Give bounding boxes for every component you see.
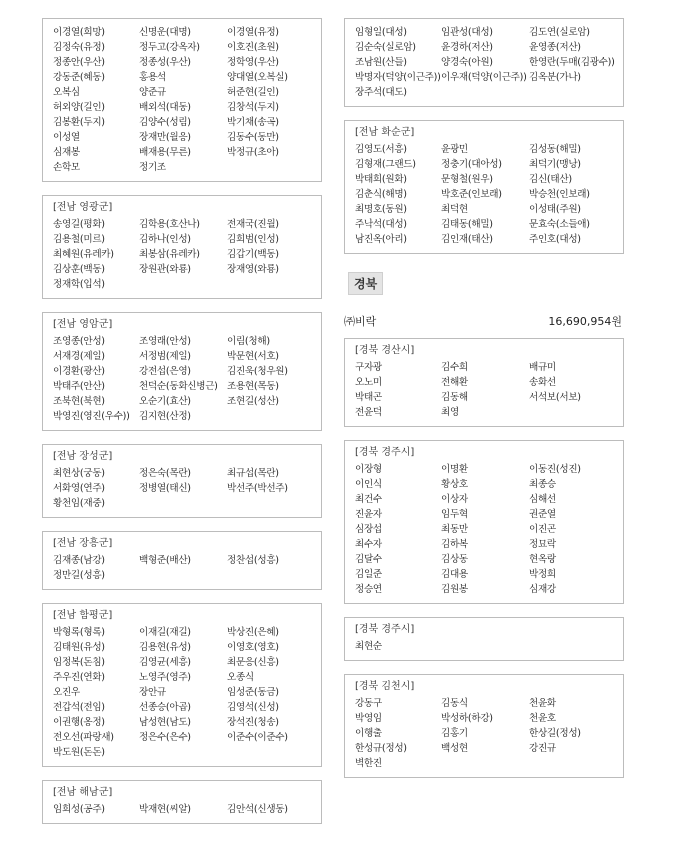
donor-name: 이경열(희망) bbox=[53, 27, 105, 38]
donor-name: 김태원(유성) bbox=[53, 642, 105, 653]
donor-box-title: [전남 화순군] bbox=[355, 127, 415, 138]
donor-name: 배규미 bbox=[529, 362, 556, 373]
donor-name: 이림(청해) bbox=[227, 336, 270, 347]
donor-box bbox=[42, 195, 322, 299]
donor-name: 정찬섭(성흥) bbox=[227, 555, 279, 566]
donor-name: 조영종(안성) bbox=[53, 336, 105, 347]
donor-name: 조남원(산들) bbox=[355, 57, 407, 68]
donor-name: 이성열 bbox=[53, 132, 80, 143]
donor-name: 선종승(아곱) bbox=[139, 702, 191, 713]
donor-name: 박승천(인보래) bbox=[529, 189, 590, 200]
donor-name: 김달수 bbox=[355, 554, 382, 565]
donor-name: 정종안(우산) bbox=[53, 57, 105, 68]
donor-name: 심재봉 bbox=[53, 147, 80, 158]
donor-name: 정병열(태신) bbox=[139, 483, 191, 494]
donor-name: 김원봉 bbox=[441, 584, 468, 595]
donor-name: 김봉환(두지) bbox=[53, 117, 105, 128]
donor-name: 이우재(덕양(이근주)) bbox=[441, 72, 527, 83]
donor-box bbox=[42, 444, 322, 518]
donor-name: 박형록(형록) bbox=[53, 627, 105, 638]
donor-name: 진윤자 bbox=[355, 509, 382, 520]
donor-name: 김순숙(실로암) bbox=[355, 42, 416, 53]
donor-name: 박문현(서호) bbox=[227, 351, 279, 362]
company-donation-row bbox=[344, 313, 624, 329]
donor-name: 서정범(제일) bbox=[139, 351, 191, 362]
donor-name: 심재강 bbox=[529, 584, 556, 595]
donor-name: 임정복(돈침) bbox=[53, 657, 105, 668]
donor-name: 백성현 bbox=[441, 743, 468, 754]
donor-name: 박선주(박선주) bbox=[227, 483, 288, 494]
donor-name-grid bbox=[53, 25, 313, 175]
donor-box bbox=[42, 780, 322, 824]
donor-name: 박정규(초아) bbox=[227, 147, 279, 158]
donor-name: 서석보(서보) bbox=[529, 392, 581, 403]
donor-box-title: [경북 경산시] bbox=[355, 345, 415, 356]
donor-name-grid bbox=[355, 462, 615, 597]
donor-name: 이영호(영호) bbox=[227, 642, 279, 653]
donor-name: 권준열 bbox=[529, 509, 556, 520]
donor-name: 정충기(대아성) bbox=[441, 159, 502, 170]
donor-name: 김정숙(유정) bbox=[53, 42, 105, 53]
donor-name-grid bbox=[53, 334, 313, 424]
donor-name: 이행출 bbox=[355, 728, 382, 739]
donor-name: 임관성(대성) bbox=[441, 27, 493, 38]
donor-name: 김동수(동만) bbox=[227, 132, 279, 143]
donor-name-grid bbox=[355, 696, 615, 771]
donor-name: 김희범(인성) bbox=[227, 234, 279, 245]
donor-name: 김수희 bbox=[441, 362, 468, 373]
donor-box-title: [전남 함평군] bbox=[53, 610, 113, 621]
donor-name: 이준수(이준수) bbox=[227, 732, 288, 743]
donor-name: 김영균(세흥) bbox=[139, 657, 191, 668]
donor-name: 정묘락 bbox=[529, 539, 556, 550]
donor-name: 양대열(오복실) bbox=[227, 72, 288, 83]
donor-name: 윤경하(저산) bbox=[441, 42, 493, 53]
donor-name: 전오선(파랑새) bbox=[53, 732, 114, 743]
donor-name: 박호준(인보래) bbox=[441, 189, 502, 200]
donor-name-grid bbox=[53, 625, 313, 760]
donor-name: 한상길(정성) bbox=[529, 728, 581, 739]
donor-name: 정만길(성흥) bbox=[53, 570, 105, 581]
donor-name: 박기채(송곡) bbox=[227, 117, 279, 128]
donor-box bbox=[344, 18, 624, 107]
donor-name: 양경숙(아원) bbox=[441, 57, 493, 68]
donor-name: 최덕현 bbox=[441, 204, 468, 215]
donor-name: 김신(태산) bbox=[529, 174, 572, 185]
donor-name: 황상호 bbox=[441, 479, 468, 490]
donor-name: 김동해 bbox=[441, 392, 468, 403]
donor-name: 배외석(대동) bbox=[139, 102, 191, 113]
donor-name: 이성태(주원) bbox=[529, 204, 581, 215]
donor-box-title: [전남 영광군] bbox=[53, 202, 113, 213]
donor-name-grid bbox=[355, 25, 615, 100]
donor-name: 최혜원(유레카) bbox=[53, 249, 114, 260]
donor-name: 조용현(목동) bbox=[227, 381, 279, 392]
donor-name: 최현순 bbox=[355, 641, 382, 652]
donor-box-title: [경북 김천시] bbox=[355, 681, 415, 692]
donor-box bbox=[42, 312, 322, 431]
donor-name: 김옥분(가나) bbox=[529, 72, 581, 83]
donor-name: 심해선 bbox=[529, 494, 556, 505]
donor-name: 천덕순(동화신병근) bbox=[139, 381, 218, 392]
donor-name: 남진옥(아리) bbox=[355, 234, 407, 245]
donor-box-title: [경북 경주시] bbox=[355, 624, 415, 635]
donor-name: 주낙석(대성) bbox=[355, 219, 407, 230]
donor-box bbox=[344, 674, 624, 778]
donor-name: 김지현(산정) bbox=[139, 411, 191, 422]
donor-name: 정은수(은수) bbox=[139, 732, 191, 743]
donor-name-grid bbox=[53, 802, 313, 817]
donor-name: 장안규 bbox=[139, 687, 166, 698]
donor-name: 김도연(실로암) bbox=[529, 27, 590, 38]
donor-name: 김양수(성림) bbox=[139, 117, 191, 128]
left-column bbox=[42, 18, 322, 837]
donor-name-grid bbox=[355, 360, 615, 420]
donor-box bbox=[344, 440, 624, 604]
donor-box bbox=[42, 531, 322, 590]
donor-name: 박도원(돈돈) bbox=[53, 747, 105, 758]
donor-name-grid bbox=[53, 553, 313, 583]
donor-name: 이동진(성진) bbox=[529, 464, 581, 475]
donor-name: 김용현(유성) bbox=[139, 642, 191, 653]
donor-name: 최명호(동원) bbox=[355, 204, 407, 215]
donor-name: 정재학(입석) bbox=[53, 279, 105, 290]
donor-name: 정기조 bbox=[139, 162, 166, 173]
donor-name: 강동준(혜동) bbox=[53, 72, 105, 83]
donor-name: 심장섭 bbox=[355, 524, 382, 535]
donor-name: 서재경(제일) bbox=[53, 351, 105, 362]
donor-name: 주우진(연화) bbox=[53, 672, 105, 683]
donor-name: 천윤화 bbox=[529, 698, 556, 709]
donor-name: 임희성(공주) bbox=[53, 804, 105, 815]
donor-name: 김학용(호산나) bbox=[139, 219, 200, 230]
donor-box bbox=[344, 617, 624, 661]
donor-name: 임두혁 bbox=[441, 509, 468, 520]
donor-name: 김창석(두지) bbox=[227, 102, 279, 113]
donor-name: 김하나(인성) bbox=[139, 234, 191, 245]
donor-box bbox=[344, 120, 624, 254]
donor-name: 전갑석(전임) bbox=[53, 702, 105, 713]
donor-box-title: [전남 장흥군] bbox=[53, 538, 113, 549]
donor-box-title: [전남 영암군] bbox=[53, 319, 113, 330]
donor-name: 조영래(안성) bbox=[139, 336, 191, 347]
donor-name: 구자광 bbox=[355, 362, 382, 373]
donor-name: 황천임(재중) bbox=[53, 498, 105, 509]
company-name: ㈜비락 bbox=[344, 315, 377, 328]
donor-name: 천윤호 bbox=[529, 713, 556, 724]
donor-name: 남성현(남도) bbox=[139, 717, 191, 728]
donor-name: 김상동 bbox=[441, 554, 468, 565]
donor-name: 정은숙(목란) bbox=[139, 468, 191, 479]
donor-name-grid bbox=[355, 142, 615, 247]
donor-name: 손학모 bbox=[53, 162, 80, 173]
donor-name: 이호진(초원) bbox=[227, 42, 279, 53]
donor-name: 이명환 bbox=[441, 464, 468, 475]
region-section-header bbox=[348, 272, 624, 295]
donor-name: 배재용(무른) bbox=[139, 147, 191, 158]
donor-name: 박명자(덕양(이근주)) bbox=[355, 72, 441, 83]
donor-name: 장재만(월응) bbox=[139, 132, 191, 143]
donor-name: 벽한진 bbox=[355, 758, 382, 769]
donor-name: 김상훈(백동) bbox=[53, 264, 105, 275]
donor-name: 조현길(성산) bbox=[227, 396, 279, 407]
donor-name: 문형철(원우) bbox=[441, 174, 493, 185]
donor-name: 전해환 bbox=[441, 377, 468, 388]
donor-name: 백형준(배산) bbox=[139, 555, 191, 566]
donor-name: 정두고(강옥자) bbox=[139, 42, 200, 53]
donor-name: 임형일(대성) bbox=[355, 27, 407, 38]
donor-name: 최종승 bbox=[529, 479, 556, 490]
donor-name-grid bbox=[53, 466, 313, 511]
donor-name: 김안석(신생동) bbox=[227, 804, 288, 815]
donor-name: 최건수 bbox=[355, 494, 382, 505]
donor-name: 장재영(와룡) bbox=[227, 264, 279, 275]
donor-name: 정학영(우산) bbox=[227, 57, 279, 68]
donor-name: 송영길(평화) bbox=[53, 219, 105, 230]
donor-name: 최봉삼(유레카) bbox=[139, 249, 200, 260]
donor-name: 이경환(광산) bbox=[53, 366, 105, 377]
donor-name: 김일준 bbox=[355, 569, 382, 580]
donor-name: 김태동(해밀) bbox=[441, 219, 493, 230]
donor-name: 윤광민 bbox=[441, 144, 468, 155]
donor-name: 이권행(옹정) bbox=[53, 717, 105, 728]
donor-box bbox=[42, 18, 322, 182]
donor-name: 박상진(은혜) bbox=[227, 627, 279, 638]
donor-name: 김영석(신성) bbox=[227, 702, 279, 713]
donor-name: 최동만 bbox=[441, 524, 468, 535]
donor-name: 최규섭(목란) bbox=[227, 468, 279, 479]
donor-name: 이재길(재길) bbox=[139, 627, 191, 638]
donor-box-title: [전남 장성군] bbox=[53, 451, 113, 462]
donor-name: 정종성(우산) bbox=[139, 57, 191, 68]
donor-name: 최문응(신흥) bbox=[227, 657, 279, 668]
donor-name: 오복심 bbox=[53, 87, 80, 98]
right-column bbox=[344, 18, 624, 791]
donor-name: 문효숙(소들애) bbox=[529, 219, 590, 230]
donor-box bbox=[42, 603, 322, 767]
donor-name: 장석진(청송) bbox=[227, 717, 279, 728]
donor-name: 최현상(궁동) bbox=[53, 468, 105, 479]
donor-name: 허준현(길인) bbox=[227, 87, 279, 98]
donor-name: 박성하(하강) bbox=[441, 713, 493, 724]
donor-name: 박태희(원화) bbox=[355, 174, 407, 185]
donor-name: 신명운(대명) bbox=[139, 27, 191, 38]
donor-name: 강전섭(은영) bbox=[139, 366, 191, 377]
donor-name: 이인식 bbox=[355, 479, 382, 490]
donor-name: 전윤덕 bbox=[355, 407, 382, 418]
donor-name: 오노미 bbox=[355, 377, 382, 388]
donor-name: 이진곤 bbox=[529, 524, 556, 535]
donor-name: 이장형 bbox=[355, 464, 382, 475]
donor-name: 양준규 bbox=[139, 87, 166, 98]
donor-name: 김진욱(청우원) bbox=[227, 366, 288, 377]
donor-name: 장주석(대도) bbox=[355, 87, 407, 98]
donor-name: 김영도(서흥) bbox=[355, 144, 407, 155]
donor-name: 주인호(대성) bbox=[529, 234, 581, 245]
donor-name: 오종식 bbox=[227, 672, 254, 683]
donor-name: 박태곤 bbox=[355, 392, 382, 403]
donor-name: 박재현(씨알) bbox=[139, 804, 191, 815]
donor-name: 김형재(그랜드) bbox=[355, 159, 416, 170]
donor-name: 김인재(태산) bbox=[441, 234, 493, 245]
donor-name: 김하복 bbox=[441, 539, 468, 550]
donor-name: 오진우 bbox=[53, 687, 80, 698]
donor-name-grid bbox=[53, 217, 313, 292]
donor-name: 전재국(진월) bbox=[227, 219, 279, 230]
donor-name: 김용철(미르) bbox=[53, 234, 105, 245]
donor-name: 홍용석 bbox=[139, 72, 166, 83]
donor-name: 송화선 bbox=[529, 377, 556, 388]
donor-name: 최영 bbox=[441, 407, 459, 418]
donor-name: 이상자 bbox=[441, 494, 468, 505]
donor-name: 조북현(북현) bbox=[53, 396, 105, 407]
donor-name: 박영임 bbox=[355, 713, 382, 724]
donor-name: 김재종(남강) bbox=[53, 555, 105, 566]
donor-box-title: [전남 해남군] bbox=[53, 787, 113, 798]
donor-box-title: [경북 경주시] bbox=[355, 447, 415, 458]
donor-name: 김춘식(해명) bbox=[355, 189, 407, 200]
donor-box bbox=[344, 338, 624, 427]
donor-name: 김대용 bbox=[441, 569, 468, 580]
donor-name: 한성규(정성) bbox=[355, 743, 407, 754]
donor-name: 서화영(연주) bbox=[53, 483, 105, 494]
donor-name: 허외양(길인) bbox=[53, 102, 105, 113]
donor-name: 정승연 bbox=[355, 584, 382, 595]
donor-name: 박정희 bbox=[529, 569, 556, 580]
region-section-label: 경북 bbox=[348, 272, 383, 295]
donor-name: 김갑기(백동) bbox=[227, 249, 279, 260]
donor-name: 강동구 bbox=[355, 698, 382, 709]
donor-name: 김홍기 bbox=[441, 728, 468, 739]
donor-name: 김동식 bbox=[441, 698, 468, 709]
donor-name: 강진규 bbox=[529, 743, 556, 754]
donor-name: 이경열(유정) bbox=[227, 27, 279, 38]
donor-name-grid bbox=[355, 639, 615, 654]
donor-name: 최덕기(맹낭) bbox=[529, 159, 581, 170]
donor-name: 노영주(영주) bbox=[139, 672, 191, 683]
donor-name: 오순기(효산) bbox=[139, 396, 191, 407]
donor-name: 박영진(영진(우수)) bbox=[53, 411, 130, 422]
company-amount: 16,690,954원 bbox=[548, 315, 622, 328]
donor-name: 임성준(동금) bbox=[227, 687, 279, 698]
donor-name: 장원관(와룡) bbox=[139, 264, 191, 275]
donor-name: 현옥랑 bbox=[529, 554, 556, 565]
donor-name: 박태주(안산) bbox=[53, 381, 105, 392]
donor-name: 최수자 bbox=[355, 539, 382, 550]
donor-name: 윤영종(저산) bbox=[529, 42, 581, 53]
donor-name: 김성동(해밀) bbox=[529, 144, 581, 155]
donor-name: 한영란(두매(김광수)) bbox=[529, 57, 615, 68]
